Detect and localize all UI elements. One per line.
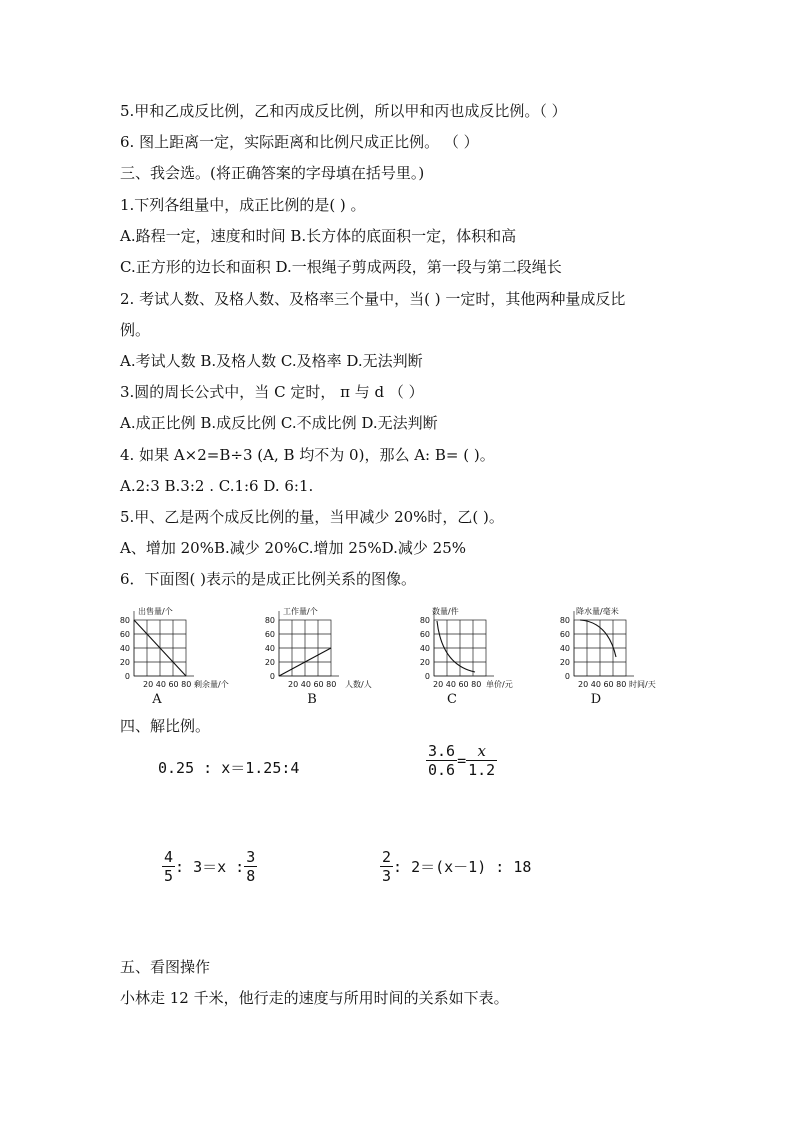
svg-text:40: 40 (119, 644, 130, 653)
mc-question-4: 4. 如果 A×2=B÷3 (A, B 均不为 0)，那么 A: B= ( )。 (120, 446, 495, 464)
svg-text:20: 20 (419, 658, 430, 667)
graph-b-xtitle: 人数/人 (345, 680, 372, 689)
eq2-fraction-left: $\frac{3.6}{0.6}$ (428, 742, 456, 779)
svg-text:40: 40 (559, 644, 570, 653)
graph-a-xtitle: 剩余量/个 (194, 680, 229, 689)
eq3-fraction-left: $\frac{4}{5}$ (164, 848, 174, 885)
section-4-heading: 四、解比例。 (120, 717, 211, 735)
svg-text:0: 0 (424, 672, 430, 681)
equation-1: 0.25 : x＝1.25:4 (158, 759, 300, 777)
graph-b-xticks: 20 40 60 80 (288, 680, 337, 689)
mc-question-3: 3.圆的周长公式中，当 C 定时， π 与 d （ ） (120, 383, 424, 401)
svg-text:60: 60 (559, 630, 570, 639)
equation-2: $\frac{3.6}{0.6}$ = $\frac{x}{1.2}$ (428, 742, 496, 779)
graph-a (110, 605, 260, 710)
graph-c-xticks: 20 40 60 80 (433, 680, 482, 689)
mc-question-1: 1.下列各组量中，成正比例的是( ) 。 (120, 196, 366, 214)
graph-c-xtitle: 单价/元 (486, 680, 513, 689)
mc-question-2-options: A.考试人数 B.及格人数 C.及格率 D.无法判断 (120, 352, 423, 370)
svg-text:60: 60 (119, 630, 130, 639)
svg-text:40: 40 (264, 644, 275, 653)
graph-b-svg (245, 605, 395, 695)
graph-d-xticks: 20 40 60 80 (578, 680, 627, 689)
graph-c-svg (390, 605, 540, 695)
eq2-fraction-right: $\frac{x}{1.2}$ (468, 742, 496, 779)
mc-question-5-options: A、增加 20%B.减少 20%C.增加 25%D.减少 25% (120, 539, 467, 557)
svg-text:40: 40 (419, 644, 430, 653)
svg-text:0: 0 (124, 672, 130, 681)
graph-b-letter: B (307, 692, 317, 707)
mc-question-6: 6．下面图( )表示的是成正比例关系的图像。 (120, 570, 417, 588)
mc-question-4-options: A.2:3 B.3:2 . C.1:6 D. 6:1. (120, 477, 314, 495)
graph-b-ytitle: 工作量/个 (283, 607, 318, 616)
mc-question-5: 5.甲、乙是两个成反比例的量，当甲减少 20%时，乙( )。 (120, 508, 504, 526)
equation-3: $\frac{4}{5}$ : 3＝x : $\frac{3}{8}$ (164, 848, 256, 885)
svg-text:20: 20 (559, 658, 570, 667)
svg-text:80: 80 (559, 616, 570, 625)
mc-question-1-options-cd: C.正方形的边长和面积 D.一根绳子剪成两段，第一段与第二段绳长 (120, 258, 562, 276)
graph-d-ytitle: 降水量/毫米 (576, 607, 619, 616)
mc-question-2: 2. 考试人数、及格人数、及格率三个量中，当( ) 一定时，其他两种量成反比 (120, 290, 626, 308)
question-6-judge: 6. 图上距离一定，实际距离和比例尺成正比例。 （ ） (120, 133, 479, 151)
graph-c (390, 605, 540, 710)
graph-d-xtitle: 时间/天 (629, 680, 656, 689)
equation-4: $\frac{2}{3}$ : 2＝(x－1) : 18 (382, 848, 532, 885)
svg-text:80: 80 (419, 616, 430, 625)
svg-text:0: 0 (269, 672, 275, 681)
svg-text:20: 20 (119, 658, 130, 667)
section-3-heading: 三、我会选。(将正确答案的字母填在括号里。) (120, 164, 425, 182)
graph-d-svg (530, 605, 680, 695)
mc-question-3-options: A.成正比例 B.成反比例 C.不成比例 D.无法判断 (120, 414, 438, 432)
section-5-text: 小林走 12 千米，他行走的速度与所用时间的关系如下表。 (120, 989, 509, 1007)
section-5-heading: 五、看图操作 (120, 958, 211, 976)
eq3-fraction-right: $\frac{3}{8}$ (246, 848, 256, 885)
svg-text:60: 60 (419, 630, 430, 639)
question-5-judge: 5.甲和乙成反比例，乙和丙成反比例，所以甲和丙也成反比例。（ ） (120, 102, 567, 120)
svg-text:60: 60 (264, 630, 275, 639)
graph-a-xticks: 20 40 60 80 (143, 680, 192, 689)
svg-text:0: 0 (564, 672, 570, 681)
svg-text:20: 20 (264, 658, 275, 667)
mc-question-2-cont: 例。 (120, 321, 151, 339)
svg-text:80: 80 (119, 616, 130, 625)
graph-a-ytitle: 出售量/个 (138, 607, 173, 616)
graph-c-curve (437, 621, 475, 672)
graph-c-ytitle: 数量/件 (432, 607, 459, 616)
graph-a-svg (110, 605, 260, 695)
graph-d-curve (580, 620, 616, 657)
graph-c-letter: C (447, 692, 457, 707)
eq4-fraction: $\frac{2}{3}$ (382, 848, 392, 885)
mc-question-1-options-ab: A.路程一定，速度和时间 B.长方体的底面积一定，体积和高 (120, 227, 517, 245)
graph-d-letter: D (590, 692, 602, 707)
svg-text:80: 80 (264, 616, 275, 625)
graph-a-letter: A (152, 692, 162, 707)
